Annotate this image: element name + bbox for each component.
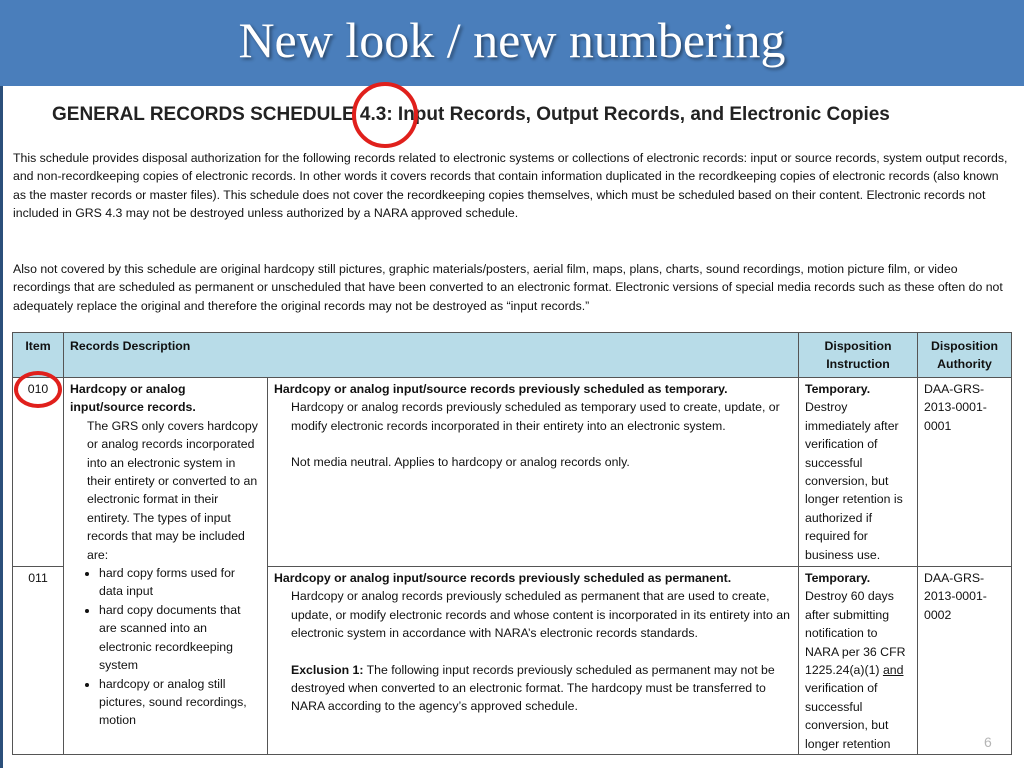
disposition-authority: DAA-GRS-2013-0001-0002 xyxy=(918,567,1012,755)
exclusion-label: Exclusion 1: xyxy=(291,662,364,677)
input-record-types-list xyxy=(70,564,261,730)
exclusion-text: The following input records previously scheduled as permanent may not be destroyed when converted to an electronic format. The hardcopy must be transferred to NARA according to the agency’s approved schedule. xyxy=(291,662,775,714)
table-row xyxy=(13,378,1012,567)
table-header-row xyxy=(13,333,1012,378)
list-item: • hard copy forms used for data input xyxy=(99,564,261,601)
item-text: Hardcopy or analog records previously scheduled as permanent that are used to create, update, or modify electronic records and whose content is incorporated in its entirety into an electronic system in accordance with NARA’s electronic records standards. xyxy=(291,589,790,641)
item-title: Hardcopy or analog input/source records previously scheduled as permanent. xyxy=(274,571,732,585)
item-title: Hardcopy or analog input/source records previously scheduled as temporary. xyxy=(274,382,728,396)
exclusions-paragraph: Also not covered by this schedule are original hardcopy still pictures, graphic materials/posters, aerial film, maps, plans, charts, sound recordings, motion picture film, or video recordings that are scheduled as permanent or unscheduled that have been converted to an electronic format. Electronic versions of special media records such as these often do not adequately replace the original and therefore the original records may not be destroyed as “input records.” xyxy=(13,262,1003,313)
intro-paragraph: This schedule provides disposal authorization for the following records related to electronic systems or collections of electronic records: input or source records, system output records, and non-recordkeeping copies of electronic records. In other words it covers records that contain information duplicated in the recordkeeping copies of electronic records (also known as the master records or master files). This schedule does not cover the recordkeeping copies themselves, which must be scheduled based on their content. Electronic records not included in GRS 4.3 may not be destroyed unless authorized by a NARA approved schedule. xyxy=(13,151,1008,221)
left-rule xyxy=(0,86,3,768)
list-item: • hardcopy or analog still pictures, sound recordings, motion xyxy=(99,675,261,730)
instruction-title: Temporary. xyxy=(805,382,871,396)
disposition-authority: DAA-GRS-2013-0001-0001 xyxy=(918,378,1012,567)
item-text: Hardcopy or analog records previously scheduled as temporary used to create, update, or modify electronic records incorporated in their entirety into an electronic system. xyxy=(291,400,780,433)
header-disposition-authority: Disposition Authority xyxy=(918,333,1012,378)
instruction-text: Destroy 60 days after submitting notification to NARA per 36 CFR 1225.24(a)(1) and verification of successful conversion, but longer retention xyxy=(805,589,906,751)
header-records-description: Records Description xyxy=(64,333,799,378)
disposition-instruction xyxy=(799,567,918,755)
highlight-circle-schedule-number xyxy=(352,82,418,148)
instruction-text: Destroy immediately after verification of successful conversion, but longer retention is authorized if required for business use. xyxy=(805,400,903,562)
records-schedule-table xyxy=(12,332,1012,755)
group-intro: The GRS only covers hardcopy or analog records incorporated into an electronic system in their entirety or converted to an electronic format in their entirety. The types of input records that may be included are: xyxy=(87,418,258,562)
item-exclusion xyxy=(274,661,792,716)
slide-title: New look / new numbering xyxy=(238,12,786,68)
group-title: Hardcopy or analog input/source records. xyxy=(70,382,196,415)
item-number: 011 xyxy=(13,567,64,755)
header-item: Item xyxy=(13,333,64,378)
group-description xyxy=(64,378,268,755)
item-description xyxy=(268,378,799,567)
item-description xyxy=(268,567,799,755)
item-note: Not media neutral. Applies to hardcopy or analog records only. xyxy=(291,455,630,470)
disposition-instruction xyxy=(799,378,918,567)
list-item: • hard copy documents that are scanned into an electronic recordkeeping system xyxy=(99,601,261,675)
page-number: 6 xyxy=(984,734,992,750)
header-disposition-instruction: Disposition Instruction xyxy=(799,333,918,378)
schedule-heading: GENERAL RECORDS SCHEDULE 4.3: Input Records, Output Records, and Electronic Copies xyxy=(52,104,890,125)
highlight-circle-item-number xyxy=(14,371,62,408)
instruction-title: Temporary. xyxy=(805,571,871,585)
item-number: 010 xyxy=(13,378,64,567)
